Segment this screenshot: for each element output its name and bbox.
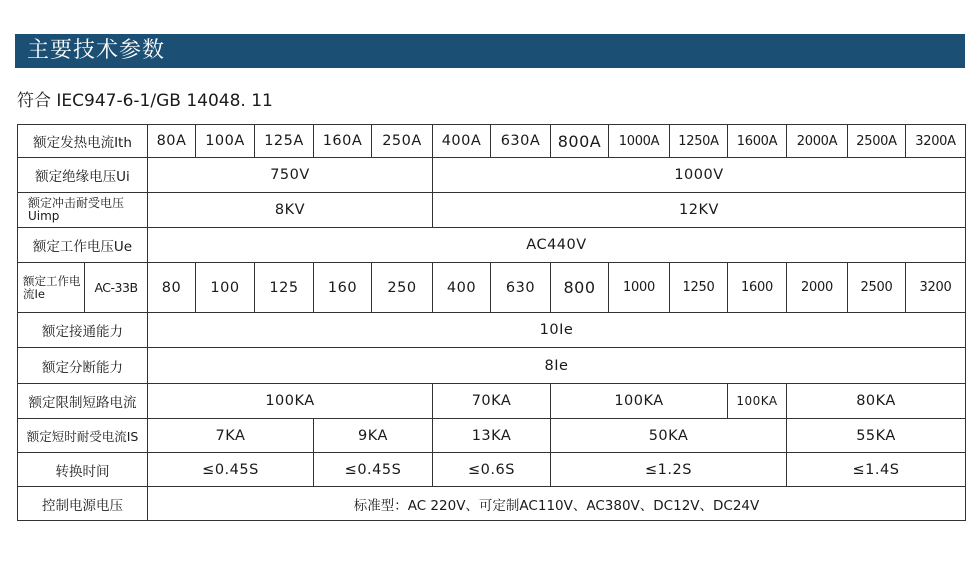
table-cell: 1600A	[728, 125, 787, 158]
table-cell: ≤1.4S	[787, 453, 966, 487]
row-label: 额定发热电流Ith	[18, 125, 148, 158]
row-label: 额定限制短路电流	[18, 384, 148, 419]
table-cell: 160	[314, 263, 372, 313]
table-cell: 630	[491, 263, 551, 313]
row-label: 额定分断能力	[18, 348, 148, 384]
table-cell: ≤0.45S	[148, 453, 314, 487]
table-cell: 1000	[609, 263, 670, 313]
table-cell: 80	[148, 263, 196, 313]
table-cell: ≤0.6S	[433, 453, 551, 487]
section-title: 主要技术参数	[27, 38, 166, 63]
table-cell: 100A	[196, 125, 255, 158]
table-row	[18, 193, 966, 228]
table-cell: 55KA	[787, 419, 966, 453]
table-cell: 800	[551, 263, 609, 313]
table-cell: 1600	[728, 263, 787, 313]
table-cell: AC440V	[148, 228, 966, 263]
table-cell: 3200A	[906, 125, 966, 158]
table-cell: 2000A	[787, 125, 848, 158]
spec-table	[17, 124, 966, 521]
table-cell: 1000A	[609, 125, 670, 158]
table-row	[18, 125, 966, 158]
table-cell: 750V	[148, 158, 433, 193]
table-cell: 125A	[255, 125, 314, 158]
table-cell: 7KA	[148, 419, 314, 453]
table-row	[18, 313, 966, 348]
utilization-category: AC-33B	[85, 263, 148, 313]
row-label: 额定短时耐受电流IS	[18, 419, 148, 453]
table-cell: 250	[372, 263, 433, 313]
table-cell: 125	[255, 263, 314, 313]
row-label: 额定工作电流Ie	[18, 263, 85, 313]
table-cell: 160A	[314, 125, 372, 158]
row-label: 控制电源电压	[18, 487, 148, 521]
table-row	[18, 419, 966, 453]
table-cell: 250A	[372, 125, 433, 158]
table-row	[18, 384, 966, 419]
table-row	[18, 453, 966, 487]
table-cell: 标准型：AC 220V、可定制AC110V、AC380V、DC12V、DC24V	[148, 487, 966, 521]
table-row	[18, 487, 966, 521]
table-cell: ≤0.45S	[314, 453, 433, 487]
table-cell: 630A	[491, 125, 551, 158]
table-cell: 100KA	[148, 384, 433, 419]
table-cell: 1250A	[670, 125, 728, 158]
table-cell: 8KV	[148, 193, 433, 228]
table-cell: 2000	[787, 263, 848, 313]
table-cell: 1250	[670, 263, 728, 313]
table-cell: 400	[433, 263, 491, 313]
table-cell: 2500A	[848, 125, 906, 158]
table-cell: 13KA	[433, 419, 551, 453]
table-cell: 50KA	[551, 419, 787, 453]
table-cell: 80KA	[787, 384, 966, 419]
table-cell: 8Ie	[148, 348, 966, 384]
table-cell: 100	[196, 263, 255, 313]
table-cell: 70KA	[433, 384, 551, 419]
table-cell: 9KA	[314, 419, 433, 453]
table-cell: 12KV	[433, 193, 966, 228]
table-row	[18, 158, 966, 193]
table-cell: 80A	[148, 125, 196, 158]
table-cell: 10Ie	[148, 313, 966, 348]
row-label: 额定冲击耐受电压Uimp	[18, 193, 148, 228]
table-cell: ≤1.2S	[551, 453, 787, 487]
standard-compliance: 符合 IEC947-6-1/GB 14048. 11	[17, 91, 273, 111]
table-cell: 100KA	[551, 384, 728, 419]
table-cell: 2500	[848, 263, 906, 313]
table-cell: 3200	[906, 263, 966, 313]
table-cell: 1000V	[433, 158, 966, 193]
row-label: 额定绝缘电压Ui	[18, 158, 148, 193]
row-label: 额定工作电压Ue	[18, 228, 148, 263]
table-cell: 100KA	[728, 384, 787, 419]
table-row	[18, 228, 966, 263]
row-label: 转换时间	[18, 453, 148, 487]
table-row	[18, 348, 966, 384]
section-header	[15, 34, 965, 68]
row-label: 额定接通能力	[18, 313, 148, 348]
table-cell: 800A	[551, 125, 609, 158]
table-row	[18, 263, 966, 313]
table-cell: 400A	[433, 125, 491, 158]
